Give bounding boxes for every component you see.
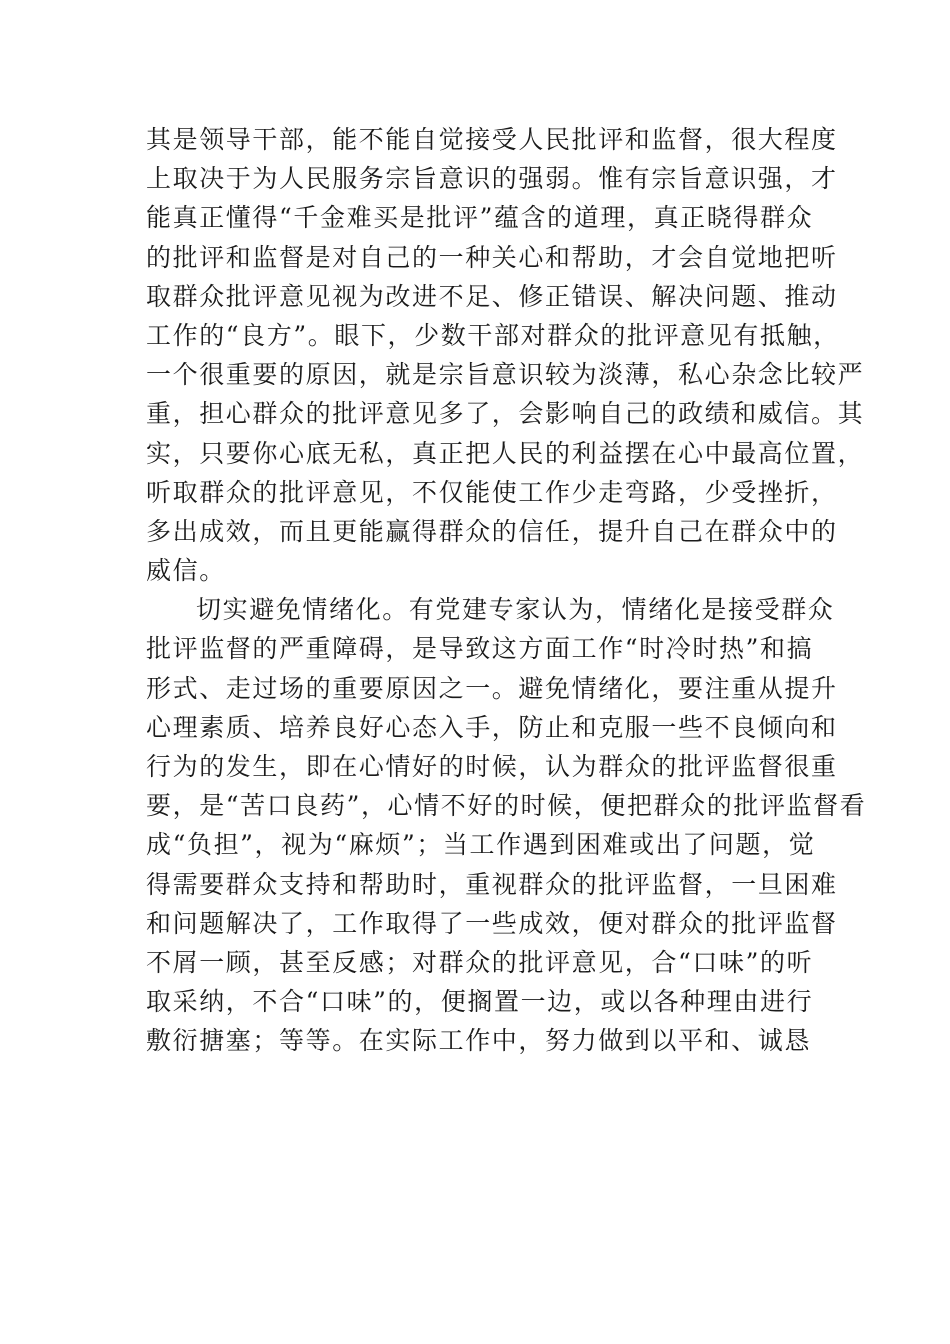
text-line: 批评监督的严重障碍，是导致这方面工作“时冷时热”和搞 bbox=[146, 634, 814, 664]
body-text bbox=[146, 120, 867, 1061]
text-line: 重，担心群众的批评意见多了，会影响自己的政绩和威信。其 bbox=[146, 399, 865, 429]
text-line: 形式、走过场的重要原因之一。避免情绪化，要注重从提升 bbox=[146, 673, 838, 703]
text-line: 心理素质、培养良好心态入手，防止和克服一些不良倾向和 bbox=[146, 712, 838, 742]
text-line: 多出成效，而且更能赢得群众的信任，提升自己在群众中的 bbox=[146, 516, 838, 546]
text-line: 一个很重要的原因，就是宗旨意识较为淡薄，私心杂念比较严 bbox=[146, 360, 865, 390]
text-line: 和问题解决了，工作取得了一些成效，便对群众的批评监督 bbox=[146, 908, 838, 938]
text-line: 得需要群众支持和帮助时，重视群众的批评监督，一旦困难 bbox=[146, 869, 838, 899]
text-line: 上取决于为人民服务宗旨意识的强弱。惟有宗旨意识强，才 bbox=[146, 164, 838, 194]
text-line: 要，是“苦口良药”，心情不好的时候，便把群众的批评监督看 bbox=[146, 791, 867, 821]
text-line: 听取群众的批评意见，不仅能使工作少走弯路，少受挫折， bbox=[146, 477, 838, 507]
text-line: 工作的“良方”。眼下，少数干部对群众的批评意见有抵触， bbox=[146, 320, 840, 350]
text-line: 不屑一顾，甚至反感；对群众的批评意见，合“口味”的听 bbox=[146, 947, 814, 977]
text-line: 其是领导干部，能不能自觉接受人民批评和监督，很大程度 bbox=[146, 125, 838, 154]
text-line: 取群众批评意见视为改进不足、修正错误、解决问题、推动 bbox=[146, 281, 838, 311]
text-line: 的批评和监督是对自己的一种关心和帮助，才会自觉地把听 bbox=[146, 242, 838, 272]
text-line: 敷衍搪塞；等等。在实际工作中，努力做到以平和、诚恳 bbox=[146, 1026, 812, 1056]
text-line: 取采纳，不合“口味”的，便搁置一边，或以各种理由进行 bbox=[146, 987, 814, 1017]
text-line: 实，只要你心底无私，真正把人民的利益摆在心中最高位置， bbox=[146, 438, 865, 468]
text-line: 能真正懂得“千金难买是批评”蕴含的道理，真正晓得群众 bbox=[146, 203, 814, 233]
text-line: 威信。 bbox=[146, 556, 226, 586]
text-line: 成“负担”，视为“麻烦”；当工作遇到困难或出了问题，觉 bbox=[146, 830, 816, 860]
paragraph-start-line: 切实避免情绪化。有党建专家认为，情绪化是接受群众 bbox=[196, 595, 835, 625]
text-line: 行为的发生，即在心情好的时候，认为群众的批评监督很重 bbox=[146, 752, 838, 781]
